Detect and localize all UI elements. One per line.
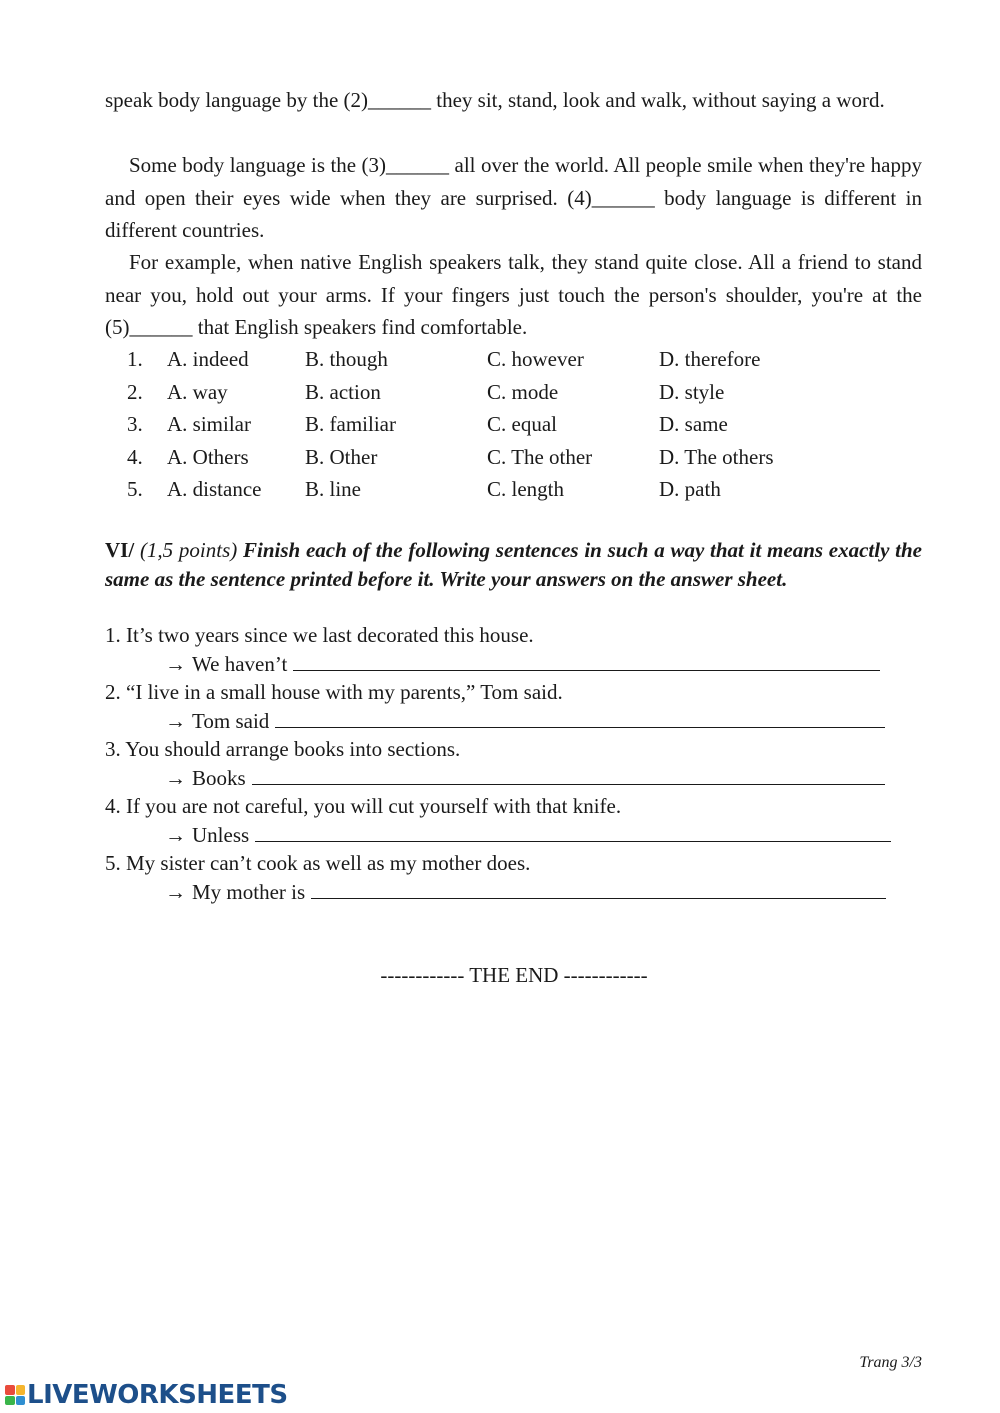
option-b: B. Other (305, 444, 378, 469)
rewrite-question-1: 1. It’s two years since we last decorated this house. (105, 623, 534, 647)
logo-square-blue (16, 1396, 26, 1406)
rewrite-answer-5 (105, 878, 925, 907)
answer-lead: Tom said (192, 708, 270, 733)
section-points: (1,5 points) (139, 538, 238, 562)
option-b: B. line (305, 477, 361, 501)
arrow-icon: → (165, 765, 186, 790)
answer-blank-line[interactable] (275, 707, 885, 728)
option-d: D. path (659, 477, 721, 501)
answer-lead: My mother is (192, 879, 306, 904)
option-c: C. equal (487, 412, 557, 436)
option-b: B. action (305, 379, 381, 404)
option-c: C. mode (487, 379, 559, 404)
passage-paragraph-1: speak body language by the (2)______ they sit, stand, look and walk, without saying a word. (105, 88, 885, 112)
option-b: B. familiar (305, 412, 396, 436)
rewrite-question-5: 5. My sister can’t cook as well as my mother does. (105, 851, 531, 875)
option-row-3 (105, 408, 922, 441)
liveworksheets-logo-icon (5, 1385, 25, 1405)
option-b: B. though (305, 347, 388, 371)
option-c: C. length (487, 477, 564, 501)
logo-square-red (5, 1385, 15, 1395)
section-vi-heading (105, 536, 922, 593)
the-end-marker: ------------ THE END ------------ (380, 963, 648, 987)
option-number: 3. (127, 412, 143, 436)
option-row-5 (105, 473, 922, 506)
arrow-icon: → (165, 822, 186, 847)
arrow-icon: → (165, 651, 186, 676)
option-number: 2. (127, 379, 143, 404)
answer-options (105, 343, 922, 506)
section-instruction: Finish each of the following sentences in such a way that it means exactly the same as the sentence printed before it. Write your answers on the answer sheet. (105, 538, 923, 591)
answer-lead: We haven’t (192, 651, 288, 676)
rewrite-answer-3 (105, 764, 925, 793)
option-d: D. style (659, 379, 725, 404)
passage-paragraph-2: Some body language is the (3)______ all over the world. All people smile when they're happy and open their eyes wide when they are surprised. (4)______ body language is different in different countries. (105, 153, 922, 242)
section-number: VI/ (105, 538, 135, 562)
option-a: A. similar (167, 412, 251, 436)
option-c: C. The other (487, 444, 593, 469)
rewrite-answer-4 (105, 821, 925, 850)
option-a: A. Others (167, 444, 249, 469)
rewrite-items (105, 621, 925, 906)
rewrite-answer-2 (105, 707, 925, 736)
option-row-1 (105, 343, 922, 376)
option-row-2 (105, 376, 922, 409)
option-a: A. distance (167, 477, 262, 501)
brand-name: LIVEWORKSHEETS (27, 1380, 288, 1410)
option-c: C. however (487, 347, 584, 371)
passage-paragraph-3: For example, when native English speakers talk, they stand quite close. All a friend to stand near you, hold out your arms. If your fingers just touch the person's shoulder, you're at the (5)______ that English speakers find comfortable. (105, 250, 922, 339)
answer-blank-line[interactable] (255, 821, 891, 842)
rewrite-question-2: 2. “I live in a small house with my parents,” Tom said. (105, 680, 563, 704)
arrow-icon: → (165, 879, 186, 904)
logo-square-green (5, 1396, 15, 1406)
logo-square-yellow (16, 1385, 26, 1395)
option-a: A. way (167, 379, 228, 404)
rewrite-answer-1 (105, 650, 925, 679)
answer-lead: Books (192, 765, 246, 790)
option-number: 4. (127, 444, 143, 469)
answer-blank-line[interactable] (293, 650, 880, 671)
option-row-4 (105, 441, 922, 474)
answer-blank-line[interactable] (252, 764, 885, 785)
option-number: 1. (127, 347, 143, 371)
option-d: D. therefore (659, 347, 761, 371)
option-d: D. The others (659, 444, 774, 469)
answer-blank-line[interactable] (311, 878, 886, 899)
option-a: A. indeed (167, 347, 249, 371)
answer-lead: Unless (192, 822, 250, 847)
rewrite-question-3: 3. You should arrange books into sections. (105, 737, 461, 761)
option-d: D. same (659, 412, 728, 436)
page-number: Trang 3/3 (859, 1354, 922, 1371)
arrow-icon: → (165, 708, 186, 733)
rewrite-question-4: 4. If you are not careful, you will cut yourself with that knife. (105, 794, 622, 818)
liveworksheets-logo[interactable] (5, 1380, 288, 1410)
option-number: 5. (127, 477, 143, 501)
